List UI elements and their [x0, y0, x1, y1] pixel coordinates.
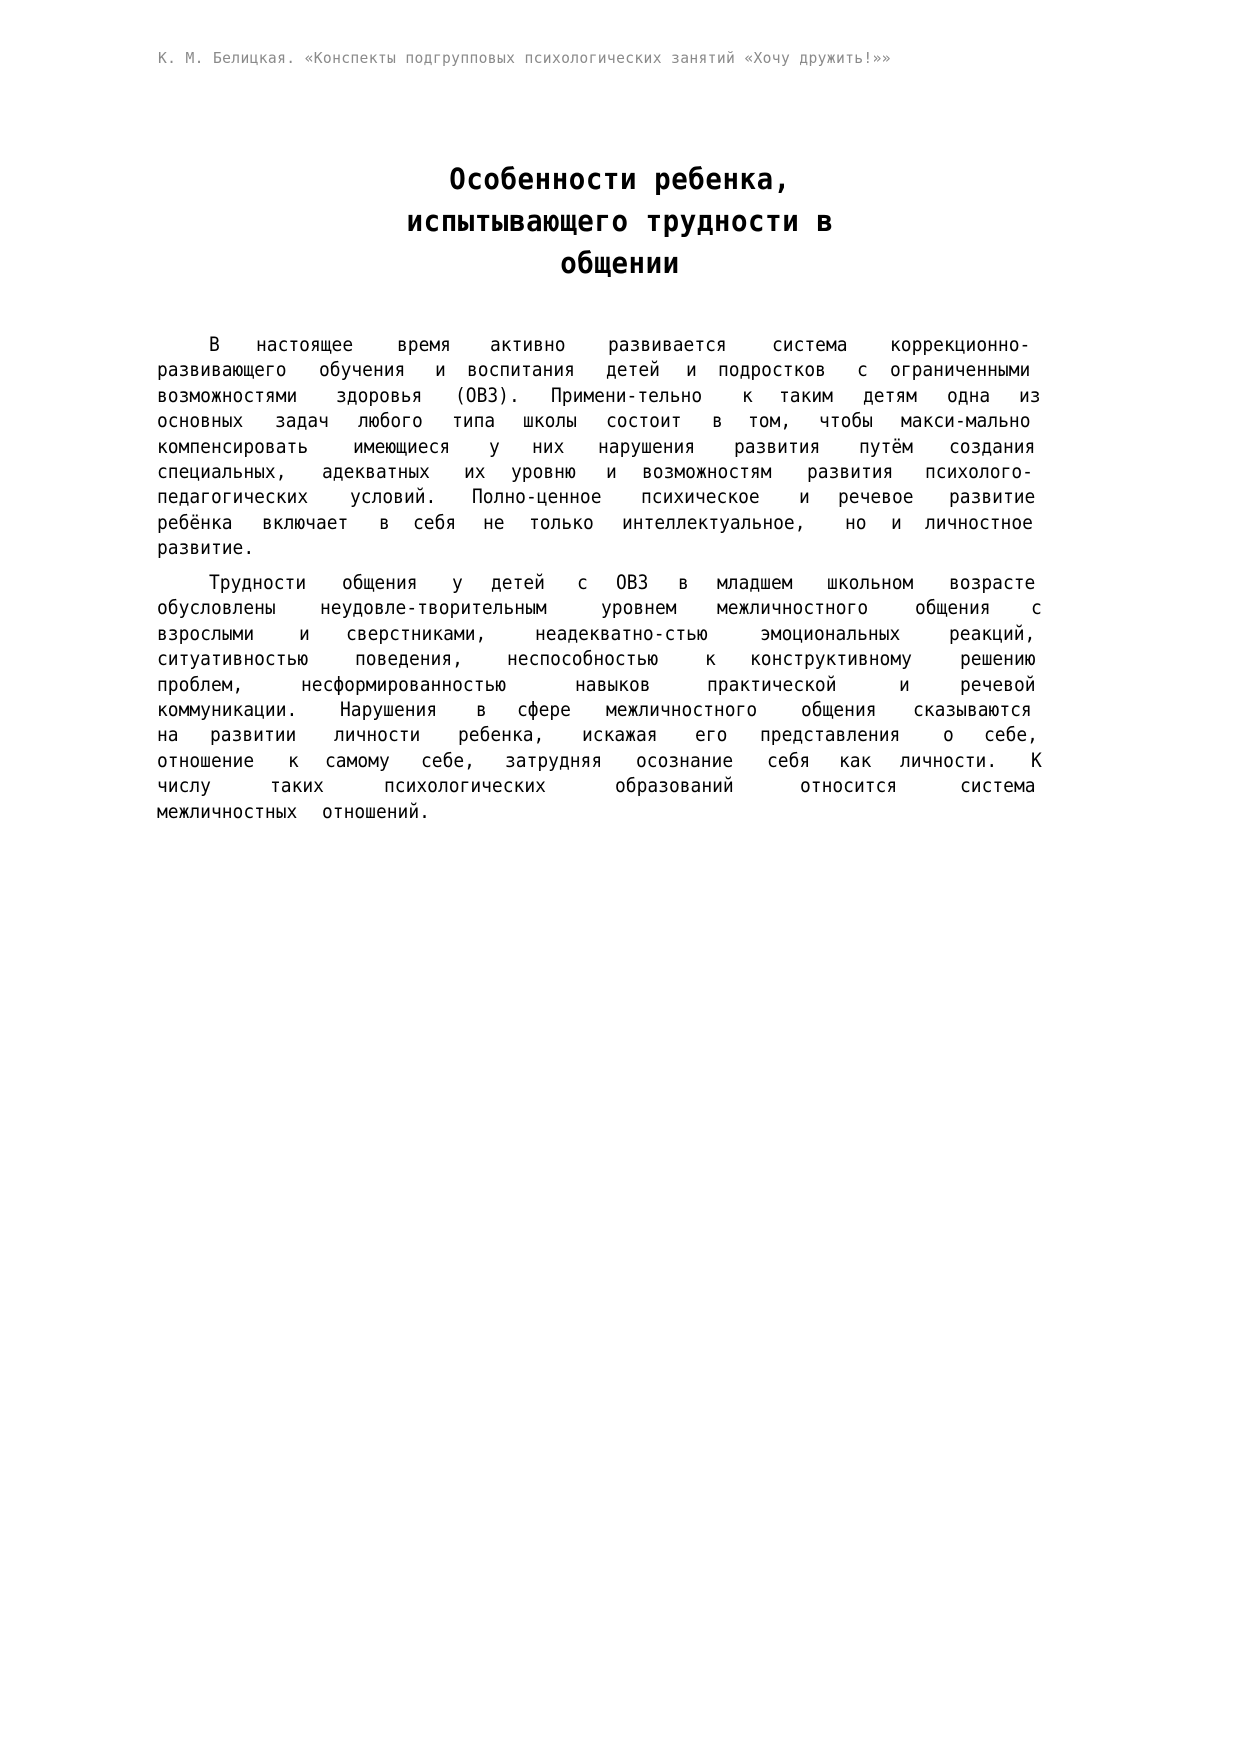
text-word: себя: [767, 748, 811, 772]
text-word: В: [209, 333, 220, 356]
body-paragraph-2: [157, 570, 1043, 824]
text-word: в: [712, 409, 723, 433]
text-word: на: [157, 723, 179, 747]
text-line: [157, 773, 1043, 798]
text-word: отношений.: [322, 799, 431, 823]
text-word: числу: [157, 774, 211, 798]
text-word: развитие: [948, 485, 1035, 509]
text-word: к: [705, 647, 716, 671]
text-word: и: [434, 358, 446, 382]
text-word: самому: [325, 748, 390, 772]
text-word: с: [857, 358, 868, 382]
text-word: таким: [778, 383, 833, 407]
text-word: ребёнка: [157, 510, 233, 534]
text-word: личностное: [924, 510, 1033, 534]
text-word: воспитания: [467, 358, 576, 382]
text-word: обучения: [319, 358, 406, 382]
text-word: ситуативностью: [157, 647, 309, 671]
text-word: сказываются: [913, 697, 1032, 721]
text-word: к: [288, 748, 299, 772]
text-word: коммуникации.: [157, 697, 298, 721]
text-word: и: [798, 485, 810, 509]
text-word: сфере: [517, 697, 572, 721]
text-word: создания: [948, 434, 1035, 458]
text-word: к: [741, 383, 753, 407]
text-word: общения: [915, 596, 991, 620]
text-word: младшем: [717, 571, 793, 594]
text-line: [157, 621, 1043, 646]
text-word: возможностями: [157, 383, 298, 407]
text-word: подростков: [718, 358, 827, 382]
text-word: школы: [523, 409, 578, 433]
text-word: себя: [412, 510, 457, 534]
text-word: система: [960, 774, 1036, 798]
text-word: представления: [759, 723, 900, 747]
text-word: настоящее: [255, 333, 353, 356]
text-word: у: [489, 434, 501, 458]
text-word: развития: [734, 434, 821, 458]
text-word: них: [531, 434, 565, 458]
text-word: детей: [605, 358, 660, 382]
text-word: типа: [452, 409, 496, 433]
text-word: психическое: [641, 485, 760, 509]
text-word: осознание: [636, 748, 734, 772]
text-word: взрослыми: [157, 621, 255, 645]
text-line: [157, 722, 1043, 747]
text-word: его: [694, 723, 727, 747]
text-line: [157, 570, 1043, 595]
text-word: обусловлены: [157, 596, 276, 620]
text-word: одна: [946, 383, 991, 407]
text-word: общения: [800, 697, 877, 721]
running-head: К. М. Белицкая. «Конспекты подгрупповых психологических занятий «Хочу дружить!»»: [158, 49, 891, 67]
text-word: межличностных: [157, 799, 298, 823]
text-word: искажая: [582, 723, 658, 747]
text-word: основных: [157, 409, 244, 433]
text-line: [157, 332, 1043, 357]
text-word: практической: [707, 672, 837, 696]
text-word: Примени-тельно: [551, 383, 703, 407]
text-word: задач: [275, 409, 330, 433]
text-word: межличностного: [606, 697, 758, 721]
text-word: адекватных: [322, 459, 431, 483]
text-word: поведения,: [355, 647, 464, 671]
text-word: личности: [334, 723, 421, 747]
text-word: возрасте: [948, 571, 1035, 594]
text-word: затрудняя: [504, 748, 603, 772]
text-word: развития: [806, 459, 894, 483]
text-line: [157, 595, 1043, 620]
text-word: ребенка,: [458, 723, 545, 747]
text-word: как: [839, 748, 872, 772]
text-word: и: [298, 621, 310, 645]
text-word: активно: [490, 333, 566, 356]
text-word: К: [1031, 748, 1042, 772]
text-word: интеллектуальное,: [621, 510, 806, 534]
text-word: развивающего: [157, 358, 287, 382]
text-word: том,: [747, 409, 791, 433]
page-title: [0, 158, 1240, 284]
text-word: здоровья: [335, 383, 422, 407]
text-word: относится: [799, 774, 897, 798]
text-word: в: [678, 571, 690, 594]
text-word: система: [772, 333, 848, 356]
text-word: образований: [615, 774, 735, 798]
text-word: коррекционно-: [889, 333, 1030, 356]
text-word: конструктивному: [750, 647, 913, 671]
text-word: ограниченными: [889, 358, 1030, 382]
text-word: в: [475, 697, 487, 721]
text-word: у: [452, 571, 463, 594]
text-word: (ОВЗ).: [455, 383, 520, 407]
text-word: их: [464, 459, 486, 483]
text-word: условий.: [349, 485, 437, 509]
text-word: состоит: [605, 409, 682, 433]
text-word: нарушения: [597, 434, 695, 458]
text-word: любого: [357, 409, 423, 433]
text-word: общения: [342, 571, 418, 594]
page-title-line-2: испытывающего трудности в: [406, 204, 834, 238]
text-word: Трудности: [209, 571, 307, 594]
text-word: специальных,: [157, 459, 287, 483]
text-word: речевой: [960, 672, 1036, 696]
text-word: навыков: [575, 672, 651, 696]
text-word: и: [890, 510, 902, 534]
text-word: с: [577, 571, 588, 594]
text-word: себе,: [983, 723, 1038, 747]
text-word: педагогических: [157, 485, 309, 509]
text-word: и: [605, 459, 617, 483]
body-paragraph-1: [157, 332, 1043, 561]
text-line: [157, 459, 1043, 484]
text-word: и: [898, 672, 910, 696]
text-word: только: [528, 510, 594, 534]
text-word: возможностям: [641, 459, 772, 483]
text-word: в: [378, 510, 390, 534]
text-word: детей: [490, 571, 545, 594]
text-line: [157, 535, 1043, 560]
text-line: [157, 799, 1043, 824]
text-word: Нарушения: [340, 697, 438, 721]
text-word: о: [942, 723, 954, 747]
text-word: психолого-: [925, 459, 1033, 483]
text-word: речевое: [838, 485, 914, 509]
text-line: [157, 748, 1043, 773]
text-line: [157, 484, 1043, 509]
text-word: чтобы: [818, 409, 873, 433]
text-word: школьном: [827, 571, 914, 594]
text-word: компенсировать: [157, 434, 309, 458]
text-word: неадекватно-стью: [535, 621, 708, 645]
text-word: межличностного: [716, 596, 868, 620]
text-word: психологических: [383, 774, 546, 798]
text-line: [157, 646, 1043, 671]
text-word: имеющиеся: [352, 434, 450, 458]
text-word: таких: [270, 774, 325, 798]
text-word: Полно-ценное: [471, 485, 602, 509]
text-word: уровню: [511, 459, 577, 483]
text-word: решению: [960, 647, 1036, 671]
text-word: включает: [261, 510, 349, 534]
text-word: неспособностью: [506, 647, 658, 671]
text-line: [157, 672, 1043, 697]
text-word: личности.: [899, 748, 998, 772]
text-word: отношение: [157, 748, 255, 772]
text-word: детям: [862, 383, 917, 407]
text-line: [157, 357, 1043, 382]
text-word: развитие.: [157, 536, 255, 560]
text-line: [157, 383, 1043, 408]
text-space: [310, 799, 321, 824]
page-title-line-3: общении: [560, 246, 680, 280]
text-word: развитии: [210, 723, 297, 747]
text-word: из: [1019, 383, 1041, 407]
text-word: путём: [859, 434, 914, 458]
text-word: несформированностью: [301, 672, 507, 696]
text-line: [157, 697, 1043, 722]
text-word: уровнем: [601, 596, 677, 620]
text-word: неудовле-творительным: [320, 596, 547, 620]
text-word: реакций,: [948, 621, 1035, 645]
text-word: время: [396, 333, 451, 356]
text-word: эмоциональных: [759, 621, 900, 645]
text-word: макси-мально: [901, 409, 1031, 433]
text-word: ОВЗ: [615, 571, 649, 594]
text-word: с: [1031, 596, 1042, 620]
text-line: [157, 434, 1043, 459]
text-word: развивается: [607, 333, 727, 356]
page-title-line-1: Особенности ребенка,: [449, 162, 791, 196]
text-line: [157, 408, 1043, 433]
text-word: проблем,: [157, 672, 244, 696]
text-word: сверстниками,: [346, 621, 487, 645]
text-line: [157, 510, 1043, 535]
text-word: но: [844, 510, 867, 534]
text-word: и: [685, 358, 697, 382]
text-word: себе,: [420, 748, 475, 772]
text-word: не: [482, 510, 505, 534]
